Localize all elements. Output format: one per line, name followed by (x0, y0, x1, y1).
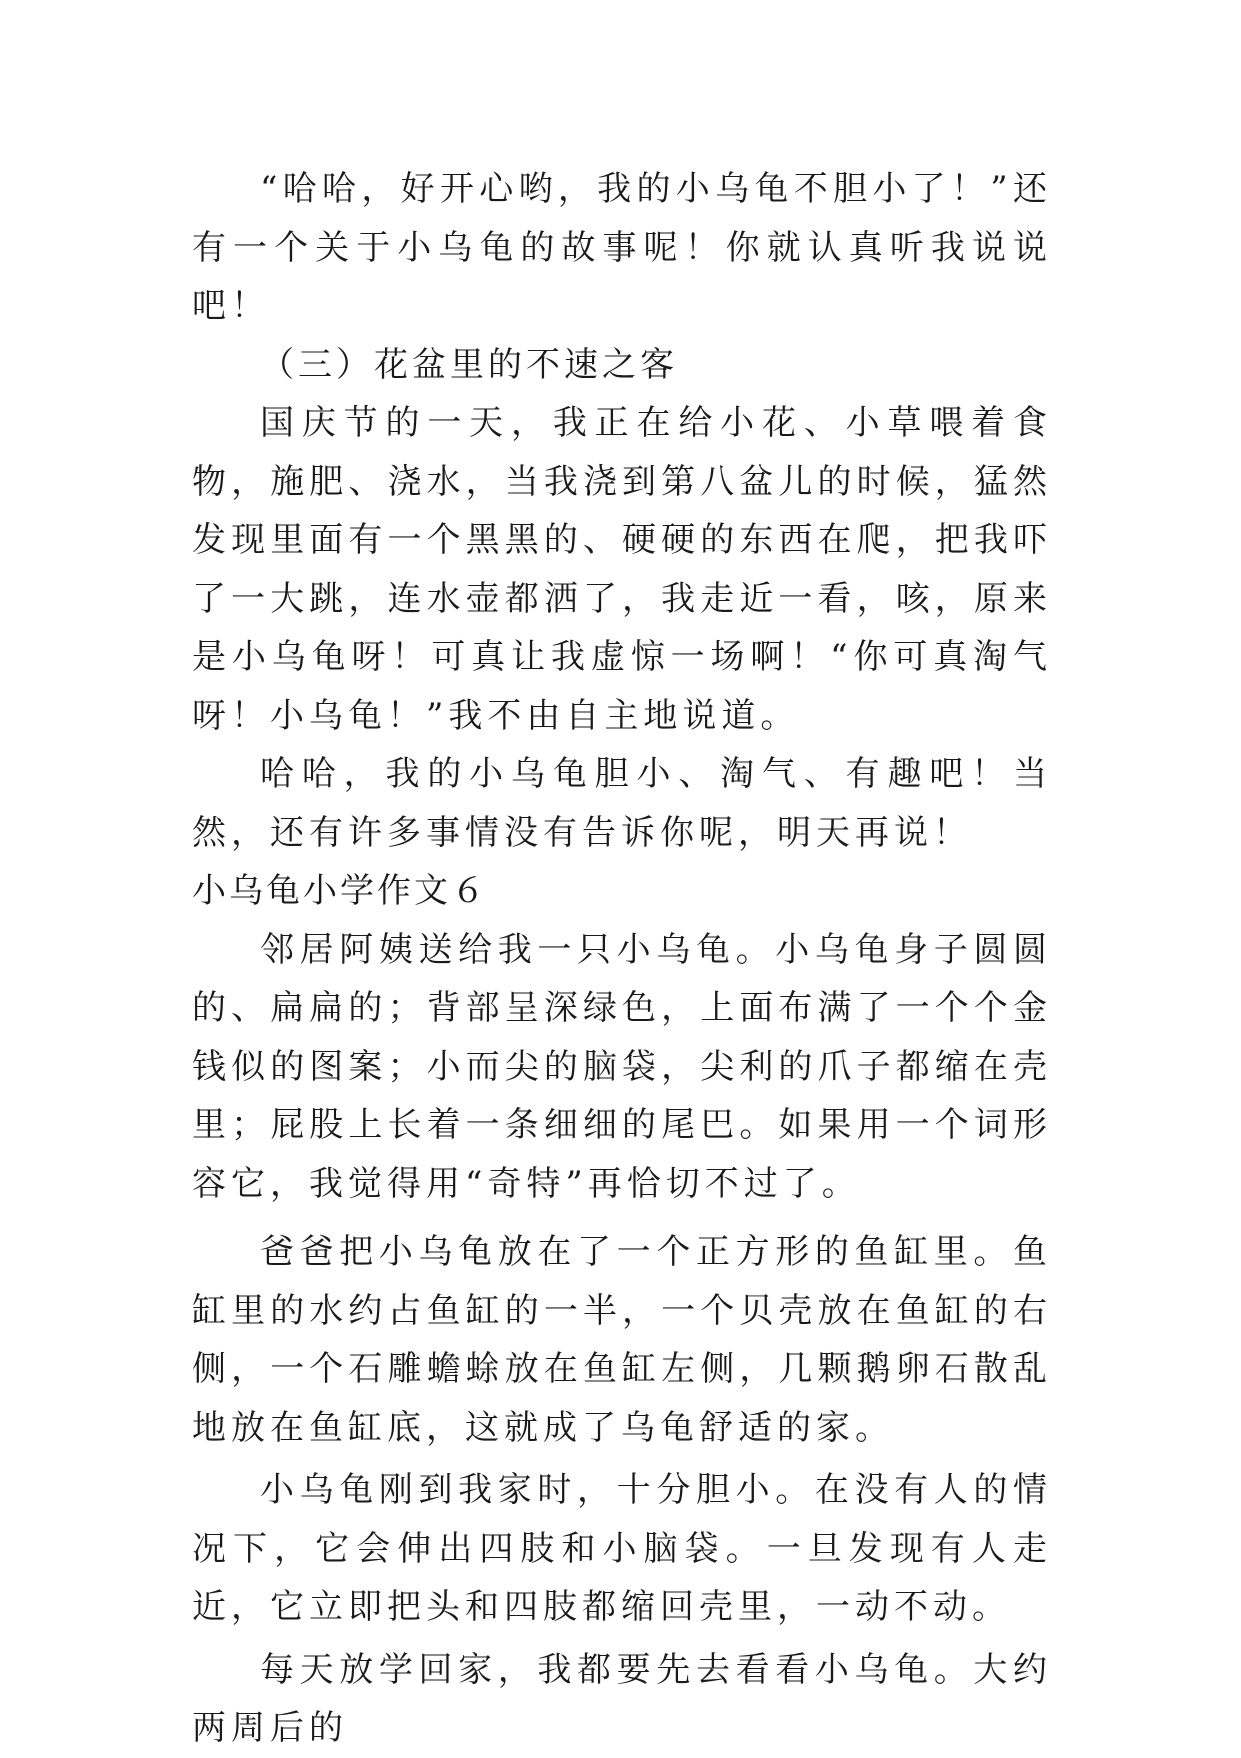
paragraph: 每天放学回家，我都要先去看看小乌龟。大约两周后的 (192, 1649, 1052, 1748)
paragraph: “哈哈，好开心哟，我的小乌龟不胆小了！”还有一个关于小乌龟的故事呢！你就认真听我说说吧！ (192, 169, 1052, 326)
document-body (192, 160, 1052, 1758)
paragraph: 小乌龟刚到我家时，十分胆小。在没有人的情况下，它会伸出四肢和小脑袋。一旦发现有人走近，它立即把头和四肢都缩回壳里，一动不动。 (192, 1470, 1052, 1627)
section-subheading: （三）花盆里的不速之客 (260, 344, 678, 385)
paragraph: 国庆节的一天，我正在给小花、小草喂着食物，施肥、浇水，当我浇到第八盆儿的时候，猛然发现里面有一个黑黑的、硬硬的东西在爬，把我吓了一大跳，连水壶都洒了，我走近一看，咳，原来是小乌龟呀！可真让我虚惊一场啊！“你可真淘气呀！小乌龟！”我不由自主地说道。 (192, 403, 1052, 736)
paragraph: 爸爸把小乌龟放在了一个正方形的鱼缸里。鱼缸里的水约占鱼缸的一半，一个贝壳放在鱼缸的右侧，一个石雕蟾蜍放在鱼缸左侧，几颗鹅卵石散乱地放在鱼缸底，这就成了乌龟舒适的家。 (192, 1232, 1052, 1448)
essay-title: 小乌龟小学作文６ (192, 871, 488, 911)
paragraph: 哈哈，我的小乌龟胆小、淘气、有趣吧！当然，还有许多事情没有告诉你呢，明天再说！ (192, 754, 1052, 853)
paragraph: 邻居阿姨送给我一只小乌龟。小乌龟身子圆圆的、扁扁的；背部呈深绿色，上面布满了一个个金钱似的图案；小而尖的脑袋，尖利的爪子都缩在壳里；屁股上长着一条细细的尾巴。如果用一个词形容它，我觉得用“奇特”再恰切不过了。 (192, 929, 1052, 1204)
